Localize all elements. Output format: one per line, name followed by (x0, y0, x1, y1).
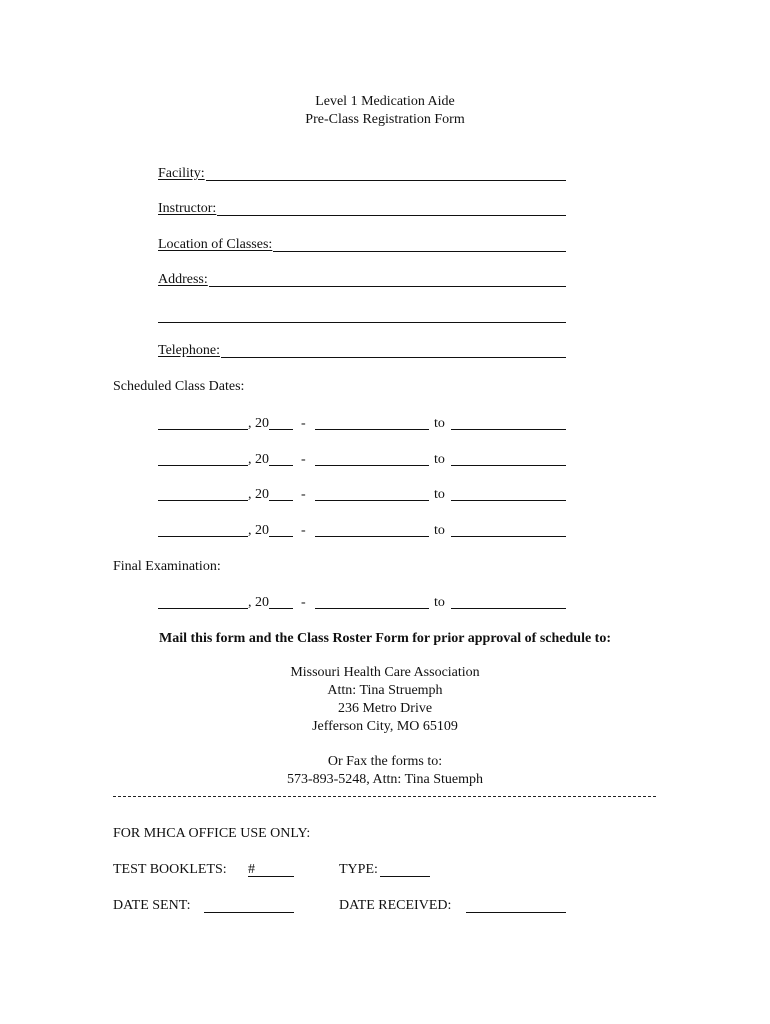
separator-dashed-line (113, 796, 656, 797)
date-line-end[interactable] (451, 608, 566, 609)
mail-org: Missouri Health Care Association (290, 665, 480, 680)
date-sent-label: DATE SENT: (113, 898, 191, 913)
date-line-month[interactable] (158, 608, 293, 609)
dash: - (301, 595, 306, 610)
date-line-start[interactable] (315, 429, 429, 430)
test-booklets-line[interactable] (248, 876, 294, 877)
type-label: TYPE: (339, 862, 378, 877)
address-label: Address: (158, 272, 208, 287)
date-line-month[interactable] (158, 536, 293, 537)
dash: - (301, 416, 306, 431)
year-prefix: , 20 (248, 595, 269, 610)
date-line-start[interactable] (315, 536, 429, 537)
to-label: to (434, 523, 445, 538)
date-line-end[interactable] (451, 429, 566, 430)
mail-attn: Attn: Tina Struemph (327, 683, 443, 698)
date-line-month[interactable] (158, 500, 293, 501)
year-prefix: , 20 (248, 416, 269, 431)
date-line-start[interactable] (315, 608, 429, 609)
date-line-end[interactable] (451, 500, 566, 501)
final-exam-heading: Final Examination: (113, 559, 221, 574)
dash: - (301, 487, 306, 502)
mail-city: Jefferson City, MO 65109 (312, 719, 458, 734)
address-line-1[interactable] (158, 286, 566, 287)
date-line-end[interactable] (451, 465, 566, 466)
telephone-label: Telephone: (158, 343, 220, 358)
dash: - (301, 452, 306, 467)
instructor-label: Instructor: (158, 201, 217, 216)
office-use-heading: FOR MHCA OFFICE USE ONLY: (113, 826, 311, 841)
to-label: to (434, 487, 445, 502)
date-sent-line[interactable] (204, 912, 294, 913)
date-received-label: DATE RECEIVED: (339, 898, 452, 913)
year-prefix: , 20 (248, 487, 269, 502)
year-prefix: , 20 (248, 523, 269, 538)
fax-intro: Or Fax the forms to: (327, 754, 443, 769)
year-prefix: , 20 (248, 452, 269, 467)
date-line-month[interactable] (158, 429, 293, 430)
instructor-line[interactable] (158, 215, 566, 216)
date-line-start[interactable] (315, 500, 429, 501)
address-line-2[interactable] (158, 322, 566, 323)
fax-number: 573-893-5248, Attn: Tina Stuemph (286, 772, 484, 787)
date-line-start[interactable] (315, 465, 429, 466)
location-label: Location of Classes: (158, 237, 273, 252)
form-title-line2: Pre-Class Registration Form (305, 112, 465, 127)
test-booklets-label: TEST BOOKLETS: (113, 862, 227, 877)
dash: - (301, 523, 306, 538)
to-label: to (434, 452, 445, 467)
type-line[interactable] (380, 876, 430, 877)
to-label: to (434, 416, 445, 431)
to-label: to (434, 595, 445, 610)
date-received-line[interactable] (466, 912, 566, 913)
facility-label: Facility: (158, 166, 205, 181)
mail-instruction: Mail this form and the Class Roster Form for prior approval of schedule to: (159, 631, 611, 646)
facility-line[interactable] (158, 180, 566, 181)
date-line-month[interactable] (158, 465, 293, 466)
form-title-line1: Level 1 Medication Aide (315, 94, 455, 109)
scheduled-dates-heading: Scheduled Class Dates: (113, 379, 245, 394)
mail-street: 236 Metro Drive (337, 701, 433, 716)
hash-symbol: # (248, 862, 255, 877)
date-line-end[interactable] (451, 536, 566, 537)
